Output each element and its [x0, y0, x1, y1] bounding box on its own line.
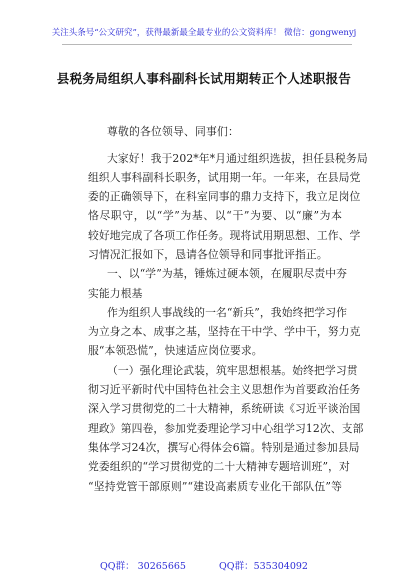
body-line: 委的正确领导下，在科室同事的鼎力支持下，我立足岗位	[88, 190, 361, 204]
body-line: 大家好！我于202*年*月通过组织选拔，担任县税务局	[107, 151, 368, 165]
footer-qq-group-2: QQ群：535304092	[219, 561, 308, 572]
body-line: 服“本领恐慌”，快速适应岗位要求。	[88, 344, 263, 358]
footer-contact	[0, 558, 408, 572]
body-line: （一）强化理论武装，筑牢思想根基。始终把学习贯	[107, 363, 358, 377]
body-line: 理政》第四卷，参加党委理论学习中心组学习12次、支部	[88, 421, 364, 435]
document-body	[88, 122, 368, 496]
body-line: 恪尽职守，以“学”为基、以“干”为要、以“廉”为本	[88, 209, 342, 223]
section-heading-line: 实能力根基	[88, 286, 143, 300]
salutation: 尊敬的各位领导、同事们：	[107, 125, 239, 138]
body-line: 党委组织的“学习贯彻党的二十大精神专题培训班”，对	[88, 460, 350, 474]
section-heading-line: 一、以“学”为基，锤炼过硬本领，在履职尽责中夯	[107, 267, 348, 281]
header-divider	[62, 44, 352, 45]
body-line: 深入学习贯彻党的二十大精神，系统研读《习近平谈治国	[88, 402, 361, 416]
body-line: 集体学习24次，撰写心得体会6篇。特别是通过参加县局	[88, 440, 360, 454]
body-line: 作为组织人事战线的一名“新兵”，我始终把学习作	[107, 305, 348, 319]
body-line: 为立身之本、成事之基，坚持在干中学、学中干，努力克	[88, 325, 361, 339]
body-line: 较好地完成了各项工作任务。现将试用期思想、工作、学	[88, 228, 361, 242]
body-line: 习情况汇报如下，恳请各位领导和同事批评指正。	[88, 247, 328, 261]
footer-qq-group-1: QQ群： 30265665	[100, 561, 186, 572]
header-banner: 关注头条号“公文研究”，获得最新最全最专业的公文资料库！ 微信：gongwenyj	[51, 28, 357, 38]
body-line: 组织人事科副科长职务，试用期一年。一年来，在县局党	[88, 170, 361, 184]
document-title: 县税务局组织人事科副科长试用期转正个人述职报告	[56, 71, 352, 86]
body-line: “坚持党管干部原则”“建设高素质专业化干部队伍”等	[88, 479, 342, 493]
body-line: 彻习近平新时代中国特色社会主义思想作为首要政治任务	[88, 383, 361, 397]
